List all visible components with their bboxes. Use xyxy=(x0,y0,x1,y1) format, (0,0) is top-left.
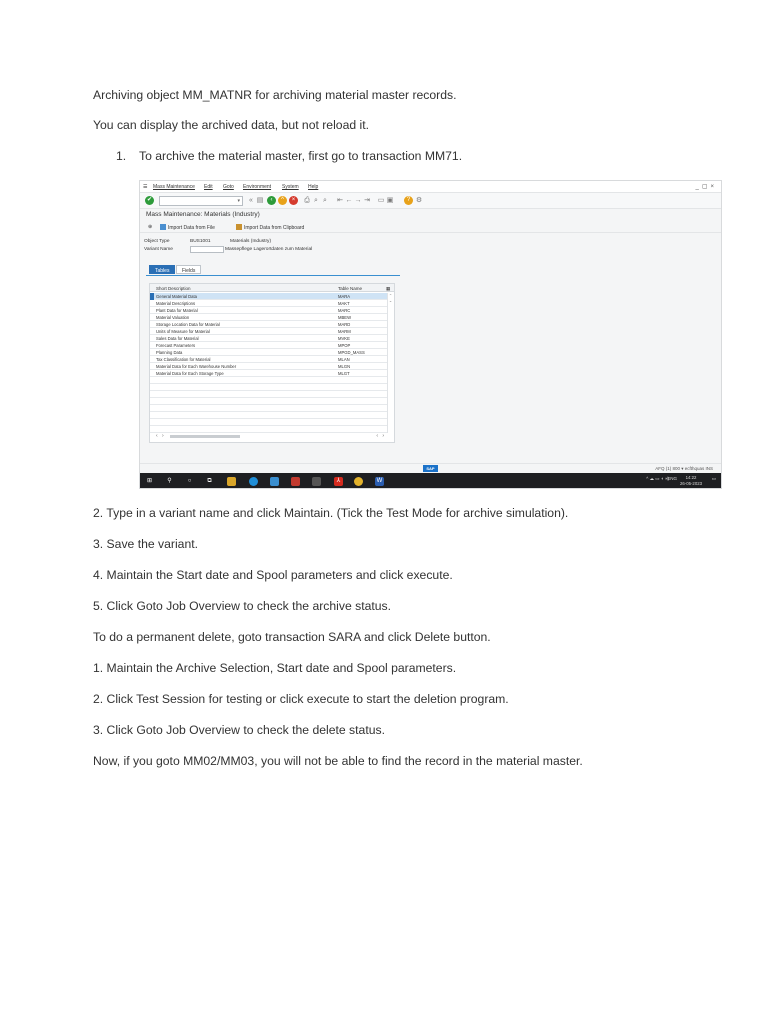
column-table-name[interactable]: Table Name xyxy=(338,286,363,291)
delete-intro-paragraph: To do a permanent delete, goto transaction SARA and click Delete button. xyxy=(93,630,491,644)
last-page-icon[interactable]: ⇥ xyxy=(364,197,370,204)
first-page-icon[interactable]: ⇤ xyxy=(337,197,343,204)
row-table-name: MLAN xyxy=(338,357,350,362)
table-row[interactable] xyxy=(150,426,388,433)
tables-table xyxy=(149,283,395,443)
shortcut-icon[interactable]: ▣ xyxy=(386,197,394,204)
table-row[interactable] xyxy=(150,356,388,363)
tab-tables[interactable]: Tables xyxy=(149,265,175,274)
scroll-left-end-icon[interactable]: ‹ xyxy=(376,433,378,439)
chrome-icon[interactable] xyxy=(354,477,363,486)
table-row[interactable] xyxy=(150,384,388,391)
row-table-name: MARM xyxy=(338,329,351,334)
step-4-paragraph: 4. Maintain the Start date and Spool parameters and click execute. xyxy=(93,568,453,582)
step-3-paragraph: 3. Save the variant. xyxy=(93,537,199,551)
menu-environment[interactable]: Environment xyxy=(243,184,272,190)
settings-gear-icon[interactable]: ⚙ xyxy=(415,197,423,204)
sap-toolbar xyxy=(140,193,721,209)
table-row[interactable] xyxy=(150,349,388,356)
table-row[interactable] xyxy=(150,328,388,335)
clipboard-icon xyxy=(236,224,242,230)
application-toolbar xyxy=(140,221,721,233)
conclusion-paragraph: Now, if you goto MM02/MM03, you will not be able to find the record in the material master. xyxy=(93,754,583,768)
edge-icon[interactable] xyxy=(249,477,258,486)
windows-taskbar xyxy=(140,473,721,489)
double-chevron-left-icon[interactable]: « xyxy=(249,197,253,204)
table-row[interactable] xyxy=(150,314,388,321)
chevron-down-icon: ▾ xyxy=(237,198,240,204)
menu-goto[interactable]: Goto xyxy=(223,184,234,190)
command-field[interactable] xyxy=(159,196,243,206)
table-row[interactable] xyxy=(150,377,388,384)
variant-name-input[interactable] xyxy=(190,246,224,253)
menu-mass-maintenance[interactable]: Mass Maintenance xyxy=(153,184,195,190)
row-table-name: MBEW xyxy=(338,315,352,320)
row-short-description: Material Data for Each Warehouse Number xyxy=(156,364,237,369)
row-table-name: MLGT xyxy=(338,371,350,376)
row-table-name: MARC xyxy=(338,308,351,313)
tab-divider xyxy=(146,275,400,276)
acrobat-icon[interactable]: ⅄ xyxy=(334,477,343,486)
table-header xyxy=(150,284,394,292)
menu-edit[interactable]: Edit xyxy=(204,184,213,190)
table-row[interactable] xyxy=(150,412,388,419)
notification-icon[interactable]: ▭ xyxy=(711,476,716,481)
note-paragraph: You can display the archived data, but not reload it. xyxy=(93,118,369,132)
table-row[interactable] xyxy=(150,363,388,370)
step-1 xyxy=(116,149,462,164)
intro-paragraph: Archiving object MM_MATNR for archiving material master records. xyxy=(93,88,457,102)
row-short-description: Units of Measure for Material xyxy=(156,329,210,334)
file-icon xyxy=(160,224,166,230)
menu-system[interactable]: System xyxy=(282,184,299,190)
menu-help[interactable]: Help xyxy=(308,184,319,190)
horizontal-scrollbar[interactable] xyxy=(154,433,390,440)
delete-step-2-paragraph: 2. Click Test Session for testing or click execute to start the deletion program. xyxy=(93,692,509,706)
row-table-name: MARD xyxy=(338,322,351,327)
exit-icon[interactable]: ^ xyxy=(278,196,287,205)
search-icon[interactable]: ⚲ xyxy=(167,478,172,484)
previous-page-icon[interactable]: ← xyxy=(345,197,353,204)
back-icon[interactable]: ‹ xyxy=(267,196,276,205)
table-row[interactable] xyxy=(150,321,388,328)
find-icon[interactable]: ⌕ xyxy=(314,197,318,204)
new-session-icon[interactable]: ▭ xyxy=(377,197,385,204)
row-table-name: MLGN xyxy=(338,364,351,369)
save-icon[interactable]: ▤ xyxy=(256,197,264,204)
execute-icon[interactable]: ⊕ xyxy=(148,224,153,230)
row-short-description: Sales Data for Material xyxy=(156,336,199,341)
table-row[interactable] xyxy=(150,419,388,426)
row-short-description: Plant Data for Material xyxy=(156,308,198,313)
row-short-description: General Material Data xyxy=(156,294,197,299)
enter-check-icon[interactable]: ✔ xyxy=(146,197,153,203)
screen-title: Mass Maintenance: Materials (Industry) xyxy=(146,211,260,218)
table-row[interactable] xyxy=(150,398,388,405)
cortana-icon[interactable]: ○ xyxy=(187,478,192,484)
scroll-left-icon[interactable]: ‹ xyxy=(156,433,158,439)
delete-step-1-paragraph: 1. Maintain the Archive Selection, Start date and Spool parameters. xyxy=(93,661,457,675)
window-controls-icon[interactable]: _▢× xyxy=(695,184,717,190)
table-row[interactable] xyxy=(150,300,388,307)
step-2-paragraph: 2. Type in a variant name and click Maintain. (Tick the Test Mode for archive simulation). xyxy=(93,506,569,520)
step-5-paragraph: 5. Click Goto Job Overview to check the archive status. xyxy=(93,599,392,613)
sap-logo: SAP xyxy=(423,465,438,472)
row-short-description: Material Descriptions xyxy=(156,301,196,306)
step-1-number: 1. xyxy=(116,149,127,163)
word-icon[interactable]: W xyxy=(376,478,383,484)
vertical-scrollbar[interactable] xyxy=(387,293,393,433)
delete-step-3-paragraph: 3. Click Goto Job Overview to check the delete status. xyxy=(93,723,385,737)
scroll-right-end-icon[interactable]: › xyxy=(382,433,384,439)
row-short-description: Forecast Parameters xyxy=(156,343,196,348)
table-row[interactable] xyxy=(150,342,388,349)
table-row[interactable] xyxy=(150,335,388,342)
row-table-name: MPOP xyxy=(338,343,351,348)
table-row[interactable] xyxy=(150,293,388,300)
find-next-icon[interactable]: ⌕ xyxy=(323,197,327,204)
object-type-value: BUS1001 xyxy=(190,239,211,244)
sap-screenshot xyxy=(139,180,722,489)
object-type-description: Materials (Industry) xyxy=(230,239,272,244)
table-row[interactable] xyxy=(150,307,388,314)
row-short-description: Storage Location Data for Material xyxy=(156,322,220,327)
system-tray-icons[interactable]: ^ ☁ ▭ ◖ ◗) xyxy=(646,476,669,481)
column-settings-icon[interactable]: ▦ xyxy=(386,286,391,291)
variant-description: Massepflege Lagerortdaten zum Material xyxy=(225,247,313,252)
sap-status-bar xyxy=(140,463,721,473)
table-row[interactable] xyxy=(150,370,388,377)
row-short-description: Planning Data xyxy=(156,350,183,355)
language-indicator[interactable]: ENG xyxy=(667,476,677,481)
tab-fields[interactable]: Fields xyxy=(176,265,201,274)
sap-logon-icon[interactable] xyxy=(312,477,321,486)
row-short-description: Tax Classification for Material xyxy=(156,357,211,362)
scroll-thumb[interactable] xyxy=(170,435,240,438)
table-row[interactable] xyxy=(150,391,388,398)
row-short-description: Material Data for Each Storage Type xyxy=(156,371,224,376)
file-explorer-icon[interactable] xyxy=(227,477,236,486)
import-file-button[interactable]: Import Data from File xyxy=(160,224,215,231)
column-short-description[interactable]: Short Description xyxy=(156,286,191,291)
row-table-name: MAKT xyxy=(338,301,350,306)
import-clipboard-button[interactable]: Import Data from Clipboard xyxy=(236,224,304,231)
row-table-name: MPGD_MASS xyxy=(338,350,365,355)
sap-menu-bar xyxy=(140,181,721,193)
next-page-icon[interactable]: → xyxy=(354,197,362,204)
help-icon[interactable]: ? xyxy=(404,196,413,205)
scroll-right-small-icon[interactable]: › xyxy=(162,433,164,439)
app-icon[interactable] xyxy=(270,477,279,486)
task-view-icon[interactable]: ⧉ xyxy=(207,478,212,484)
row-short-description: Material Valuation xyxy=(156,315,190,320)
table-row[interactable] xyxy=(150,405,388,412)
cancel-icon[interactable]: × xyxy=(289,196,298,205)
variant-name-label: Variant Name xyxy=(144,247,173,252)
app-red-icon[interactable] xyxy=(291,477,300,486)
object-type-label: Object Type xyxy=(144,239,170,244)
row-table-name: MVKE xyxy=(338,336,350,341)
row-table-name: MARA xyxy=(338,294,351,299)
scroll-down-icon[interactable]: ⌄ xyxy=(388,298,393,303)
step-1-text: To archive the material master, first go to transaction MM71. xyxy=(139,149,463,163)
scroll-up-icon[interactable]: ⌃ xyxy=(388,293,393,298)
print-icon[interactable]: ⎙ xyxy=(304,197,310,204)
menu-grid-icon[interactable]: ☰ xyxy=(143,184,148,190)
row-selector[interactable] xyxy=(150,293,154,300)
system-info[interactable]: AFQ (1) 800 ▾ ecfthquas INS xyxy=(655,466,713,471)
clock[interactable]: 14:22 26-05-2023 xyxy=(680,475,702,486)
windows-start-icon[interactable]: ⊞ xyxy=(146,478,153,484)
